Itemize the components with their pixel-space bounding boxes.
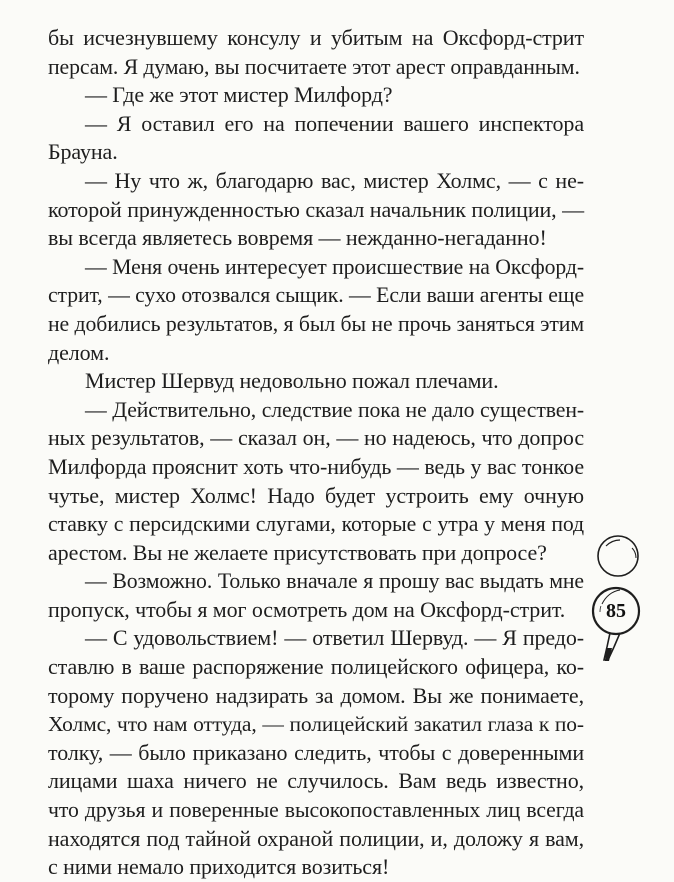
page-number: 85 — [606, 600, 626, 622]
text-line: — Меня очень интересует происшествие на Оксфорд- — [85, 254, 584, 279]
text-line: толку, — было приказано следить, чтобы с доверенными — [48, 739, 584, 765]
text-line: — Действительно, следствие пока не дало существен- — [85, 397, 584, 422]
text-line: торому поручено надзирать за домом. Вы же понимаете, — [48, 682, 584, 708]
text-line: — Я оставил его на попечении вашего инспектора — [85, 110, 584, 136]
text-line: лицами шаха ничего не случилось. Вам ведь известно, — [48, 768, 584, 794]
text-line: персам. Я думаю, вы посчитаете этот арест оправданным. — [48, 54, 580, 79]
body-text — [48, 24, 584, 882]
text-line: стрит, — сухо отозвался сыщик. — Если ваши агенты еще — [48, 283, 584, 308]
text-line: — С удовольствием! — ответил Шервуд. — Я предо- — [85, 625, 584, 651]
text-line: Холмс, что нам оттуда, — полицейский закатил глаза к по- — [48, 712, 584, 737]
text-line: что друзья и поверенные высокопоставленных лиц всегда — [48, 798, 584, 823]
text-line: — Ну что ж, благодарю вас, мистер Холмс, — с не- — [85, 167, 584, 193]
text-line: — Возможно. Только вначале я прошу вас выдать мне — [85, 569, 584, 594]
text-line: арестом. Вы не желаете присутствовать при допросе? — [48, 539, 547, 565]
text-line: с ними немало приходится возиться! — [48, 854, 390, 880]
text-line: пропуск, чтобы я мог осмотреть дом на Оксфорд-стрит. — [48, 596, 566, 622]
text-line: Милфорда прояснит хоть что-нибудь — ведь у вас тонкое — [48, 453, 584, 479]
text-line: — Где же этот мистер Милфорд? — [85, 82, 393, 108]
text-line: вы всегда являетесь вовремя — нежданно-негаданно! — [48, 225, 547, 251]
text-line: не добились результатов, я был бы не прочь заняться этим — [48, 311, 584, 336]
text-line: чутье, мистер Холмс! Надо будет устроить ему очную — [48, 482, 584, 508]
text-line: делом. — [48, 339, 110, 365]
text-line: ных результатов, — сказал он, — но надеюсь, что допрос — [48, 425, 584, 451]
text-line: Брауна. — [48, 139, 118, 165]
text-line: бы исчезнувшему консулу и убитым на Оксфорд-стрит — [48, 25, 584, 50]
text-line: ставлю в ваше распоряжение полицейского офицера, ко- — [48, 654, 584, 680]
text-line: которой принужденностью сказал начальник полиции, — — [48, 196, 584, 222]
text-line: находятся под тайной охраной полиции, и, доложу я вам, — [48, 825, 584, 851]
text-line: Мистер Шервуд недовольно пожал плечами. — [85, 368, 499, 394]
text-line: ставку с персидскими слугами, которые с утра у меня под — [48, 512, 584, 537]
